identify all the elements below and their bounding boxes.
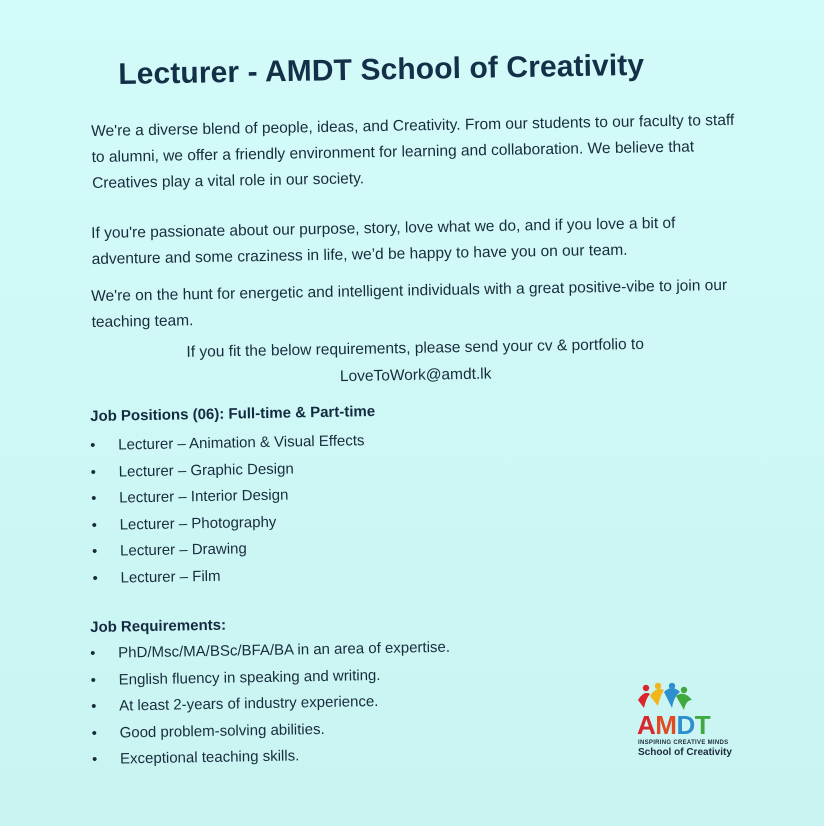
application-instructions [120,330,711,394]
intro-paragraph-2: If you're passionate about our purpose, story, love what we do, and if you love a bit of adventure and some craziness in life, we’d be happy to have you on our team. [91,214,676,268]
page-title: Lecturer - AMDT School of Creativity [118,48,645,91]
application-instructions-text: If you fit the below requirements, please send your cv & portfolio to [186,335,645,361]
logo-subtitle: School of Creativity [638,747,732,758]
job-positions-heading: Job Positions (06): Full-time & Part-time [90,403,376,425]
bullet-icon: • [90,463,97,481]
position-label: Lecturer – Graphic Design [118,459,294,481]
bullet-icon: • [92,569,98,587]
bullet-icon: • [90,671,97,689]
bullet-icon: • [90,436,96,454]
bullet-icon: • [91,750,98,768]
position-label: Lecturer – Photography [119,513,277,533]
job-requirements-list [90,635,452,774]
logo-letter: M [655,710,677,740]
bullet-icon: • [91,516,98,534]
position-label: Lecturer – Film [120,567,221,586]
logo-letter: D [676,710,695,740]
logo-letter: A [637,710,656,740]
requirement-label: At least 2-years of industry experience. [118,692,379,715]
logo-tagline: INSPIRING CREATIVE MINDS [638,740,729,746]
amdt-logo [628,682,740,762]
bullet-icon: • [90,697,97,715]
bullet-icon: • [90,644,96,662]
list-item [92,561,367,592]
bullet-icon: • [91,542,98,560]
job-positions-list [90,428,367,592]
position-label: Lecturer – Animation & Visual Effects [118,432,365,454]
bullet-icon: • [90,489,97,507]
requirement-label: Good problem-solving abilities. [119,720,325,741]
bullet-icon: • [91,724,98,742]
requirement-label: PhD/Msc/MA/BSc/BFA/BA in an area of expertise. [118,638,451,662]
intro-paragraph-3: We're on the hunt for energetic and intelligent individuals with a great positive-vibe to join our teaching team. [91,276,728,331]
list-item [92,741,452,774]
logo-wordmark [637,710,710,741]
requirement-label: English fluency in speaking and writing. [118,666,381,689]
application-email-link[interactable]: LoveToWork@amdt.lk [339,365,492,386]
intro-paragraph-1: We're a diverse blend of people, ideas, and Creativity. From our students to our faculty to staff to alumni, we offer a friendly environment for learning and collaboration. We believe that Creatives play a vital role in our society. [91,111,735,192]
requirement-label: Exceptional teaching skills. [119,747,300,768]
position-label: Lecturer – Drawing [119,540,247,560]
logo-letter: T [694,710,711,740]
job-requirements-heading: Job Requirements: [90,616,227,636]
position-label: Lecturer – Interior Design [118,486,289,507]
